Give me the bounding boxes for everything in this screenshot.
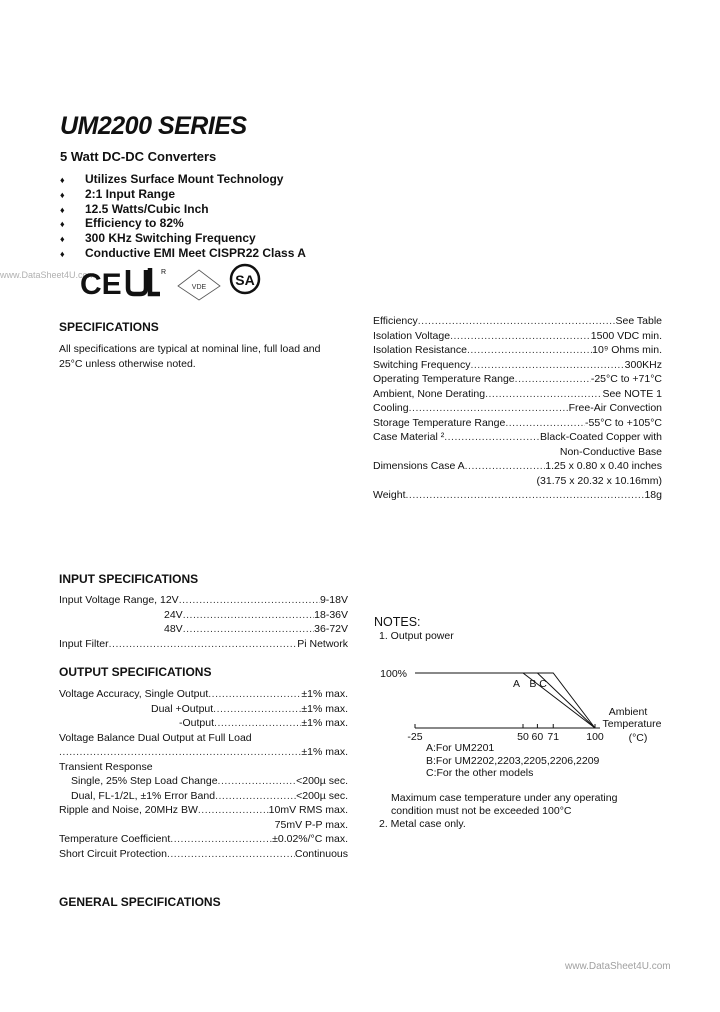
spec-row-operating-temperature: Operating Temperature Range ..... -25°C to +71°C — [373, 372, 662, 387]
spec-row-dual-plus-output: Dual +Output ..... ±1% max. — [59, 702, 348, 717]
ul-recognized-icon — [128, 268, 166, 294]
spec-row-ambient-derating: Ambient, None Derating ..... See NOTE 1 — [373, 387, 662, 402]
x-axis-label-unit: (°C) — [628, 732, 648, 744]
note-2: 2. Metal case only. — [379, 818, 466, 830]
spec-row-single-step-load: Single, 25% Step Load Change ..... <200µ sec. — [59, 774, 348, 789]
spec-row-dimensions: Dimensions Case A ..... 1.25 x 0.80 x 0.40 inches — [373, 459, 662, 474]
note-1-text-line2: condition must not be exceeded 100°C — [391, 805, 572, 817]
series-line-b — [415, 673, 595, 728]
feature-text: Efficiency to 82% — [85, 216, 184, 231]
spec-row-storage-temperature: Storage Temperature Range ..... -55°C to +105°C — [373, 416, 662, 431]
input-spec-list — [59, 593, 348, 651]
specifications-heading: SPECIFICATIONS — [59, 320, 159, 334]
bullet-icon: ♦ — [60, 234, 65, 245]
svg-text:CE: CE — [80, 268, 122, 301]
feature-text: Utilizes Surface Mount Technology — [85, 172, 284, 186]
spec-row-ripple-noise-cont: 75mV P-P max. — [274, 818, 348, 831]
feature-item — [60, 188, 306, 203]
legend-item-a: A:For UM2201 — [426, 742, 495, 754]
page-subtitle: 5 Watt DC-DC Converters — [60, 149, 217, 164]
series-line-c — [415, 673, 595, 728]
svg-text:R: R — [161, 269, 167, 276]
series-label-a: A — [513, 678, 521, 690]
svg-text:SA: SA — [235, 272, 255, 288]
spec-row-input-12v: Input Voltage Range, 12V ..... 9-18V — [59, 593, 348, 608]
spec-row-weight: Weight ..... 18g — [373, 488, 662, 503]
x-tick-label: 71 — [547, 731, 560, 743]
series-line-a — [415, 673, 595, 728]
feature-text: Conductive EMI Meet CISPR22 Class A — [85, 245, 306, 260]
spec-row-voltage-accuracy: Voltage Accuracy, Single Output ..... ±1% max. — [59, 687, 348, 702]
svg-text:VDE: VDE — [191, 284, 207, 291]
spec-row-dimensions-cont: (31.75 x 20.32 x 10.16mm) — [536, 474, 662, 487]
spec-row-case-material-cont: Non-Conductive Base — [559, 445, 662, 458]
feature-text: 300 KHz Switching Frequency — [85, 231, 256, 246]
notes-title: NOTES: — [374, 615, 421, 629]
csa-icon — [231, 265, 259, 293]
feature-item — [60, 173, 306, 188]
vde-icon — [178, 270, 220, 300]
feature-item — [60, 203, 306, 218]
note-1-text-line1: Maximum case temperature under any operating — [391, 792, 618, 804]
derating-chart — [370, 660, 670, 750]
spec-row-voltage-balance-value: ..... ±1% max. — [59, 745, 348, 760]
watermark-top: www.DataSheet4U.com — [0, 270, 96, 280]
feature-text: 12.5 Watts/Cubic Inch — [85, 201, 209, 216]
input-specifications-heading: INPUT SPECIFICATIONS — [59, 572, 199, 586]
spec-row-cooling: Cooling ..... Free-Air Convection — [373, 401, 662, 416]
specifications-note: All specifications are typical at nominal line, full load and 25°C unless otherwise noted. — [59, 343, 321, 370]
legend-item-c: C:For the other models — [426, 767, 534, 779]
general-spec-list — [373, 314, 662, 503]
spec-row-switching-frequency: Switching Frequency ..... 300KHz — [373, 358, 662, 373]
feature-item — [60, 217, 306, 232]
ce-mark-icon — [80, 268, 122, 301]
general-specifications-heading: GENERAL SPECIFICATIONS — [59, 895, 221, 909]
bullet-icon: ♦ — [60, 204, 65, 215]
note-1-heading: 1. Output power — [379, 630, 454, 642]
bullet-icon: ♦ — [60, 175, 65, 185]
x-tick-label: -25 — [407, 731, 423, 743]
feature-item — [60, 232, 306, 247]
spec-row-transient-response: Transient Response — [59, 760, 153, 773]
spec-row-case-material: Case Material ² ..... Black-Coated Copper with — [373, 430, 662, 445]
spec-row-input-filter: Input Filter ..... Pi Network — [59, 637, 348, 652]
chart-legend — [426, 742, 599, 780]
bullet-icon: ♦ — [60, 219, 65, 230]
spec-row-voltage-balance: Voltage Balance Dual Output at Full Load — [59, 731, 252, 744]
spec-row-ripple-noise: Ripple and Noise, 20MHz BW ..... 10mV RMS max. — [59, 803, 348, 818]
feature-item — [60, 247, 306, 262]
output-spec-list — [59, 687, 348, 861]
x-axis-label-ambient: Ambient — [608, 706, 648, 718]
spec-row-minus-output: -Output ..... ±1% max. — [59, 716, 348, 731]
spec-row-input-48v: 48V ..... 36-72V — [59, 622, 348, 637]
spec-row-temperature-coefficient: Temperature Coefficient ..... ±0.02%/°C max. — [59, 832, 348, 847]
spec-row-efficiency: Efficiency ..... See Table — [373, 314, 662, 329]
watermark-bottom: www.DataSheet4U.com — [565, 961, 671, 972]
feature-list — [60, 173, 306, 262]
spec-row-isolation-voltage: Isolation Voltage ..... 1500 VDC min. — [373, 329, 662, 344]
certification-marks — [78, 262, 268, 302]
spec-row-dual-error-band: Dual, FL-1/2L, ±1% Error Band ..... <200µ sec. — [59, 789, 348, 804]
bullet-icon: ♦ — [60, 248, 65, 259]
series-label-c: C — [539, 678, 547, 690]
spec-row-isolation-resistance: Isolation Resistance ..... 10⁹ Ohms min. — [373, 343, 662, 358]
output-specifications-heading: OUTPUT SPECIFICATIONS — [59, 665, 212, 679]
legend-item-b: B:For UM2202,2203,2205,2206,2209 — [426, 754, 600, 767]
spec-row-input-24v: 24V ..... 18-36V — [59, 608, 348, 623]
y-axis-label-100: 100% — [380, 668, 407, 680]
bullet-icon: ♦ — [60, 189, 65, 200]
page-title: UM2200 SERIES — [60, 112, 247, 140]
x-tick-label: 100 — [586, 731, 604, 743]
series-label-b: B — [529, 678, 537, 690]
x-tick-label: 50 — [517, 731, 529, 743]
feature-text: 2:1 Input Range — [85, 186, 176, 201]
x-axis-label-temperature: Temperature — [602, 718, 662, 730]
x-tick-label: 60 — [531, 731, 544, 743]
spec-row-short-circuit: Short Circuit Protection ..... Continuous — [59, 847, 348, 862]
